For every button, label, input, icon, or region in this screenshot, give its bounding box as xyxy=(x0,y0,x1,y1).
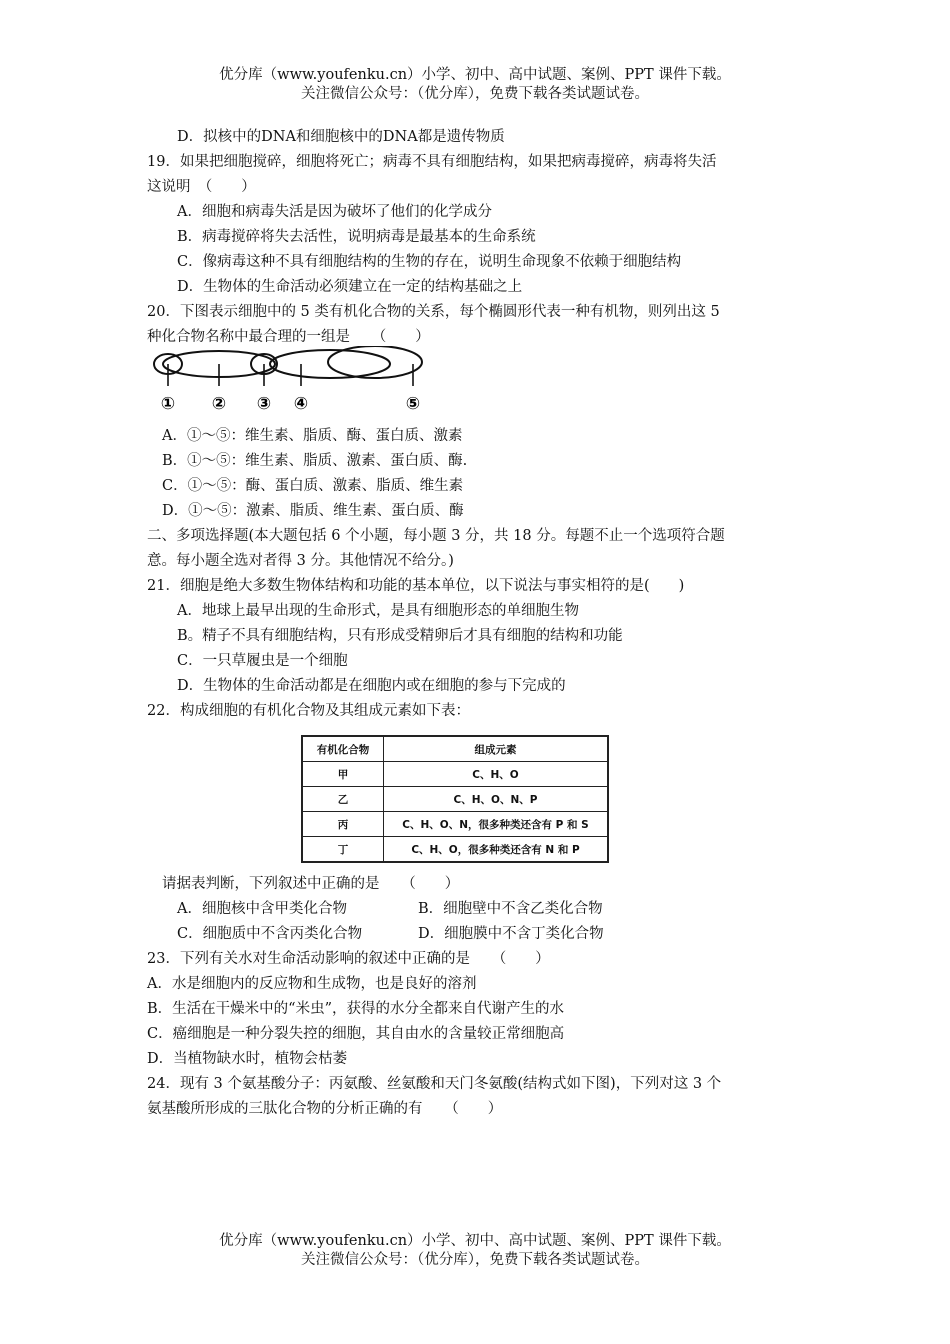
table-cell-compound: 丙 xyxy=(302,812,384,837)
q23-option-a: A．水是细胞内的反应物和生成物，也是良好的溶剂 xyxy=(147,976,477,992)
q23-option-d: D．当植物缺水时，植物会枯萎 xyxy=(147,1051,348,1067)
table-cell-compound: 甲 xyxy=(302,762,384,787)
section-2-heading-line-1: 二、多项选择题(本大题包括 6 个小题，每小题 3 分，共 18 分。每题不止一个选项符合题 xyxy=(147,528,725,544)
diagram-label-3: ③ xyxy=(256,394,272,414)
q19-stem-line-1: 19．如果把细胞搅碎，细胞将死亡；病毒不具有细胞结构，如果把病毒搅碎，病毒将失活 xyxy=(147,154,717,170)
q19-option-b: B．病毒搅碎将失去活性，说明病毒是最基本的生命系统 xyxy=(177,229,536,245)
q21-option-c: C．一只草履虫是一个细胞 xyxy=(177,653,348,669)
table-row xyxy=(302,787,608,812)
ellipse-relation-diagram xyxy=(147,346,437,414)
q18-option-d: D．拟核中的DNA和细胞核中的DNA都是遗传物质 xyxy=(177,129,505,145)
diagram-label-1: ① xyxy=(160,394,176,414)
page-header xyxy=(0,66,950,104)
ellipse-4 xyxy=(270,350,390,378)
q20-stem-line-1: 20．下图表示细胞中的 5 类有机化合物的关系，每个椭圆形代表一种有机物，则列出这 5 xyxy=(147,304,720,320)
q23-stem: 23．下列有关水对生命活动影响的叙述中正确的是 （ ） xyxy=(147,951,550,967)
q19-option-d: D．生物体的生命活动必须建立在一定的结构基础之上 xyxy=(177,279,523,295)
q23-option-b: B．生活在干燥米中的“米虫”，获得的水分全都来自代谢产生的水 xyxy=(147,1001,564,1017)
q23-option-c: C．癌细胞是一种分裂失控的细胞，其自由水的含量较正常细胞高 xyxy=(147,1026,565,1042)
compounds-elements-table xyxy=(301,735,609,863)
q22-option-b: B．细胞壁中不含乙类化合物 xyxy=(418,901,603,917)
footer-line-1: 优分库（www.youfenku.cn）小学、初中、高中试题、案例、PPT 课件下载。 xyxy=(219,1233,731,1249)
footer-line-2: 关注微信公众号：（优分库），免费下载各类试题试卷。 xyxy=(301,1252,649,1268)
diagram-label-4: ④ xyxy=(293,394,309,414)
table-header-compound: 有机化合物 xyxy=(302,736,384,762)
q19-stem-line-2: 这说明 （ ） xyxy=(147,179,256,195)
header-line-1: 优分库（www.youfenku.cn）小学、初中、高中试题、案例、PPT 课件下载。 xyxy=(219,67,731,83)
q22-option-a: A．细胞核中含甲类化合物 xyxy=(177,901,347,917)
q21-stem: 21．细胞是绝大多数生物体结构和功能的基本单位，以下说法与事实相符的是( ) xyxy=(147,578,685,594)
q22-prompt: 请据表判断，下列叙述中正确的是 （ ） xyxy=(162,876,460,892)
q21-option-b: B。精子不具有细胞结构，只有形成受精卵后才具有细胞的结构和功能 xyxy=(177,628,623,644)
q20-stem-line-2: 种化合物名称中最合理的一组是 （ ） xyxy=(147,329,430,345)
table-row xyxy=(302,812,608,837)
diagram-label-2: ② xyxy=(211,394,227,414)
table-cell-compound: 丁 xyxy=(302,837,384,863)
q24-stem-line-1: 24．现有 3 个氨基酸分子：丙氨酸、丝氨酸和天门冬氨酸(结构式如下图)，下列对这 3 个 xyxy=(147,1076,722,1092)
table-cell-elements: C、H、O xyxy=(384,762,609,787)
header-line-2: 关注微信公众号：（优分库），免费下载各类试题试卷。 xyxy=(301,86,649,102)
q24-stem-line-2: 氨基酸所形成的三肽化合物的分析正确的有 （ ） xyxy=(147,1101,503,1117)
table-header-elements: 组成元素 xyxy=(384,736,609,762)
table-row xyxy=(302,762,608,787)
page-footer xyxy=(0,1232,950,1270)
q21-option-a: A．地球上最早出现的生命形式，是具有细胞形态的单细胞生物 xyxy=(177,603,579,619)
table-cell-elements: C、H、O、N，很多种类还含有 P 和 S xyxy=(384,812,609,837)
table-cell-compound: 乙 xyxy=(302,787,384,812)
q22-stem: 22．构成细胞的有机化合物及其组成元素如下表： xyxy=(147,703,470,719)
q22-option-d: D．细胞膜中不含丁类化合物 xyxy=(418,926,604,942)
q20-option-d: D．①～⑤：激素、脂质、维生素、蛋白质、酶 xyxy=(162,503,464,519)
q21-option-d: D．生物体的生命活动都是在细胞内或在细胞的参与下完成的 xyxy=(177,678,566,694)
table-cell-elements: C、H、O、N、P xyxy=(384,787,609,812)
q20-option-b: B．①～⑤：维生素、脂质、激素、蛋白质、酶. xyxy=(162,453,468,469)
q20-option-c: C．①～⑤：酶、蛋白质、激素、脂质、维生素 xyxy=(162,478,464,494)
diagram-label-5: ⑤ xyxy=(405,394,421,414)
q19-option-a: A．细胞和病毒失活是因为破坏了他们的化学成分 xyxy=(177,204,492,220)
table-row xyxy=(302,837,608,863)
q19-option-c: C．像病毒这种不具有细胞结构的生物的存在，说明生命现象不依赖于细胞结构 xyxy=(177,254,682,270)
section-2-heading-line-2: 意。每小题全选对者得 3 分。其他情况不给分。) xyxy=(147,553,454,569)
table-cell-elements: C、H、O，很多种类还含有 N 和 P xyxy=(384,837,609,863)
q22-option-c: C．细胞质中不含丙类化合物 xyxy=(177,926,363,942)
table-header-row xyxy=(302,736,608,762)
q20-option-a: A．①～⑤：维生素、脂质、酶、蛋白质、激素 xyxy=(162,428,463,444)
